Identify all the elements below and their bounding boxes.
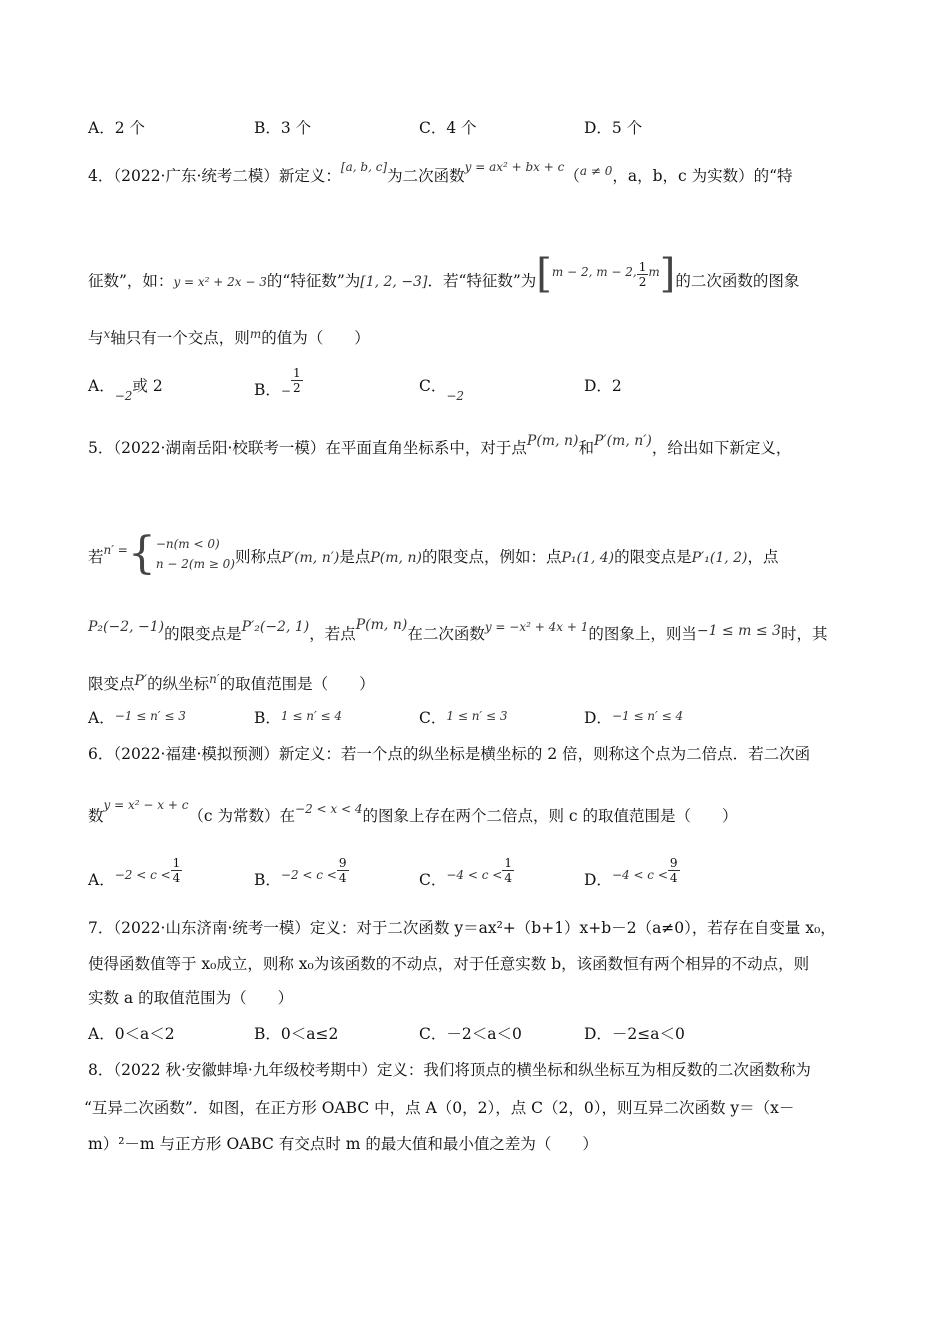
q6-option-b-fraction <box>337 856 349 885</box>
q5-point-p: P(m, n) <box>526 433 579 449</box>
q3-option-a: A．2 个 <box>88 119 145 137</box>
q4-option-c-math: −2 <box>446 389 465 403</box>
q4-half-numerator: 1 <box>638 259 647 274</box>
q4-option-c-label: C． <box>419 377 447 395</box>
q6-range: −2 < x < 4 <box>295 802 363 816</box>
q6-option-d <box>584 856 680 889</box>
q6-option-d-label: D． <box>584 870 612 889</box>
q6-option-b <box>254 856 349 889</box>
q6-option-c-num: 1 <box>504 856 512 870</box>
q4-condition: a ≠ 0 <box>579 164 613 178</box>
q5-piecewise-cases <box>156 534 235 574</box>
q4-half-m: m <box>648 265 660 279</box>
q4-right-bracket: ] <box>659 251 676 297</box>
q5-p1: P₁(1, 4) <box>561 550 615 566</box>
q4-line3-a: 与 <box>88 329 104 347</box>
q5-line-3 <box>88 617 828 645</box>
q5-line3-mid: 的限变点是 <box>164 625 242 643</box>
q3-option-b: B．3 个 <box>254 119 312 137</box>
q4-line2-mid2: ．若“特征数”为 <box>427 272 537 290</box>
q7-line-1: 7．（2022·山东济南·统考一模）定义：对于二次函数 y＝ax²+（b+1）x+b－2（a≠0），若存在自变量 x₀， <box>88 919 836 937</box>
q8-line-2: “互异二次函数”．如图，在正方形 OABC 中，点 A（0，2），点 C（2，0），则互异二次函数 y＝（x－ <box>84 1099 795 1117</box>
q5-line3-mid3: 在二次函数 <box>407 625 485 643</box>
q4-option-b <box>254 366 303 399</box>
q5-option-b-label: B． <box>254 709 281 727</box>
q5-line3-mid2: ，若点 <box>309 625 356 643</box>
q6-option-b-num: 9 <box>338 856 347 870</box>
q5-line2-mid4: 的限变点是 <box>614 548 692 566</box>
q6-option-d-fraction <box>668 856 680 885</box>
q4-function-example: y = x² + 2x − 3 <box>173 275 267 289</box>
q4-left-bracket: [ <box>536 251 552 297</box>
q4-feature-m: m − 2, m − 2, <box>551 265 637 279</box>
q5-range: −1 ≤ m ≤ 3 <box>696 623 781 639</box>
q5-line2-suffix: ，点 <box>747 548 779 566</box>
q3-option-c: C．4 个 <box>419 119 477 137</box>
q5-option-c-label: C． <box>419 709 447 727</box>
q6-option-c-fraction <box>502 856 514 885</box>
q5-p2: P₂(−2, −1) <box>88 619 165 635</box>
q5-line4-n: n′ <box>209 672 220 686</box>
q6-option-d-den: 4 <box>669 871 678 885</box>
q6-line2-a: 数 <box>88 807 104 825</box>
q8-line-3: m）²－m 与正方形 OABC 有交点时 m 的最大值和最小值之差为（ ） <box>88 1135 598 1153</box>
q6-option-c-left: −4 < c < <box>446 867 503 882</box>
q7-option-d: D．－2≤a＜0 <box>584 1025 685 1043</box>
q4-line3-b: 轴只有一个交点，则 <box>110 329 250 347</box>
q5-case-2: n − 2(m ≥ 0) <box>155 557 235 571</box>
q6-option-d-left: −4 < c < <box>611 867 668 882</box>
q5-line1-prefix: 5．（2022·湖南岳阳·校联考一模）在平面直角坐标系中，对于点 <box>88 439 527 457</box>
q5-line4-a: 限变点 <box>88 675 135 693</box>
q5-point-p-prime: P′(m, n′) <box>593 433 652 449</box>
q5-option-c <box>419 708 507 729</box>
q4-half-fraction <box>637 260 649 289</box>
q5-option-a <box>88 708 186 729</box>
q4-option-a-suffix: 或 2 <box>132 377 163 395</box>
q5-line2-mid3: 的限变点，例如：点 <box>421 548 562 566</box>
q4-option-b-sign: − <box>280 383 291 398</box>
q6-line-2 <box>88 798 738 827</box>
q4-option-c <box>419 376 465 403</box>
q5-line3-mid4: 的图象上，则当 <box>588 625 697 643</box>
q5-p3: P(m, n) <box>355 617 408 633</box>
q6-option-a-left: −2 < c < <box>114 867 171 882</box>
q4-option-b-den: 2 <box>292 381 301 395</box>
q4-option-b-label: B． <box>254 380 281 399</box>
q6-option-a-num: 1 <box>172 856 181 870</box>
q5-p: P(m, n) <box>370 550 422 566</box>
q4-option-a-label: A． <box>88 377 115 395</box>
q4-line-2 <box>88 251 800 302</box>
q4-line-1 <box>88 160 793 187</box>
q4-line2-mid: 的“特征数”为 <box>266 272 361 290</box>
q4-line-3 <box>88 328 370 349</box>
q4-x-var: x <box>103 327 111 341</box>
q5-line-4 <box>88 674 375 695</box>
q5-option-d-math: −1 ≤ n′ ≤ 4 <box>611 709 684 723</box>
q6-line2-c: 的图象上存在两个二倍点，则 c 的取值范围是（ ） <box>362 807 738 825</box>
q4-stem-suffix: ，a，b，c 为实数）的“特 <box>612 167 793 185</box>
q6-option-c-den: 4 <box>504 871 512 885</box>
q6-option-d-num: 9 <box>669 856 678 870</box>
q5-option-c-math: 1 ≤ n′ ≤ 3 <box>446 709 508 723</box>
q4-option-d: D．2 <box>584 377 622 395</box>
q6-option-a-den: 4 <box>172 871 181 885</box>
q5-case-1: −n(m < 0) <box>155 537 220 551</box>
q4-bracket-abc: [a, b, c] <box>340 160 388 174</box>
q5-ruo: 若 <box>88 548 104 566</box>
q5-option-d <box>584 708 683 729</box>
q7-line-2: 使得函数值等于 x₀成立，则称 x₀为该函数的不动点，对于任意实数 b，该函数恒有两个相异的不动点，则 <box>88 955 810 973</box>
q4-half-denominator: 2 <box>638 274 647 289</box>
q5-option-d-label: D． <box>584 709 612 727</box>
q4-stem-prefix: 4．（2022·广东·统考二模）新定义： <box>88 167 341 185</box>
q6-option-c-label: C． <box>419 870 447 889</box>
q5-function: y = −x² + 4x + 1 <box>484 620 589 634</box>
q6-line2-b: （c 为常数）在 <box>188 807 296 825</box>
q5-p2-prime: P′₂(−2, 1) <box>241 619 310 635</box>
q6-option-a-fraction <box>171 856 183 885</box>
q4-stem-mid: 为二次函数 <box>387 167 465 185</box>
q5-line1-and: 和 <box>578 439 594 457</box>
q5-pp: P′(m, n′) <box>281 550 340 566</box>
q5-line-1 <box>88 433 792 459</box>
q4-option-a <box>88 376 163 403</box>
q4-feature-example: [1, 2, −3] <box>360 274 428 290</box>
q5-line4-b: 的纵坐标 <box>147 675 210 693</box>
q4-m-var: m <box>249 327 262 341</box>
q6-option-a <box>88 856 182 889</box>
q3-option-d: D．5 个 <box>584 119 643 137</box>
q6-line-1: 6．（2022·福建·模拟预测）新定义：若一个点的纵坐标是横坐标的 2 倍，则称这个点为二倍点．若二次函 <box>88 745 811 763</box>
q5-line2-mid: 则称点 <box>234 548 282 566</box>
q4-stem-paren: （ <box>564 167 580 185</box>
q6-function: y = x² − x + c <box>103 798 189 812</box>
q5-line1-suffix: ，给出如下新定义， <box>651 439 792 457</box>
q7-option-a: A．0＜a＜2 <box>88 1025 175 1043</box>
q5-line4-pp: P′ <box>134 673 148 689</box>
q5-option-a-label: A． <box>88 709 115 727</box>
q4-option-a-math: −2 <box>114 389 133 403</box>
q5-p1-prime: P′₁(1, 2) <box>691 550 748 566</box>
q6-option-b-left: −2 < c < <box>280 867 337 882</box>
q5-option-a-math: −1 ≤ n′ ≤ 3 <box>114 709 186 723</box>
q4-option-b-num: 1 <box>292 366 301 380</box>
q4-line2-suffix: 的二次函数的图象 <box>675 272 800 290</box>
q7-option-c: C．－2＜a＜0 <box>419 1025 522 1043</box>
q5-line2-mid2: 是点 <box>339 548 371 566</box>
q4-line2-prefix: 征数”，如： <box>88 272 174 290</box>
q5-line4-c: 的取值范围是（ ） <box>219 675 375 693</box>
q6-option-b-den: 4 <box>338 871 347 885</box>
q6-option-a-label: A． <box>88 870 115 889</box>
q7-line-3: 实数 a 的取值范围为（ ） <box>88 989 294 1007</box>
q4-function-general: y = ax² + bx + c <box>464 160 565 174</box>
q6-option-c <box>419 856 514 889</box>
q4-line3-c: 的值为（ ） <box>261 329 370 347</box>
q7-option-b: B．0＜a≤2 <box>254 1025 339 1043</box>
q6-option-b-label: B． <box>254 870 281 889</box>
q5-option-b <box>254 708 342 729</box>
q5-line-2 <box>88 528 779 580</box>
q5-line3-suffix: 时，其 <box>780 625 828 643</box>
q4-option-b-fraction <box>291 366 303 395</box>
q5-option-b-math: 1 ≤ n′ ≤ 4 <box>280 709 342 723</box>
q8-line-1: 8．（2022 秋·安徽蚌埠·九年级校考期中）定义：我们将顶点的横坐标和纵坐标互为相反数的二次函数称为 <box>88 1061 811 1079</box>
q5-piecewise-brace: { <box>127 528 156 579</box>
q5-n-prime-eq: n′ = <box>103 543 128 557</box>
